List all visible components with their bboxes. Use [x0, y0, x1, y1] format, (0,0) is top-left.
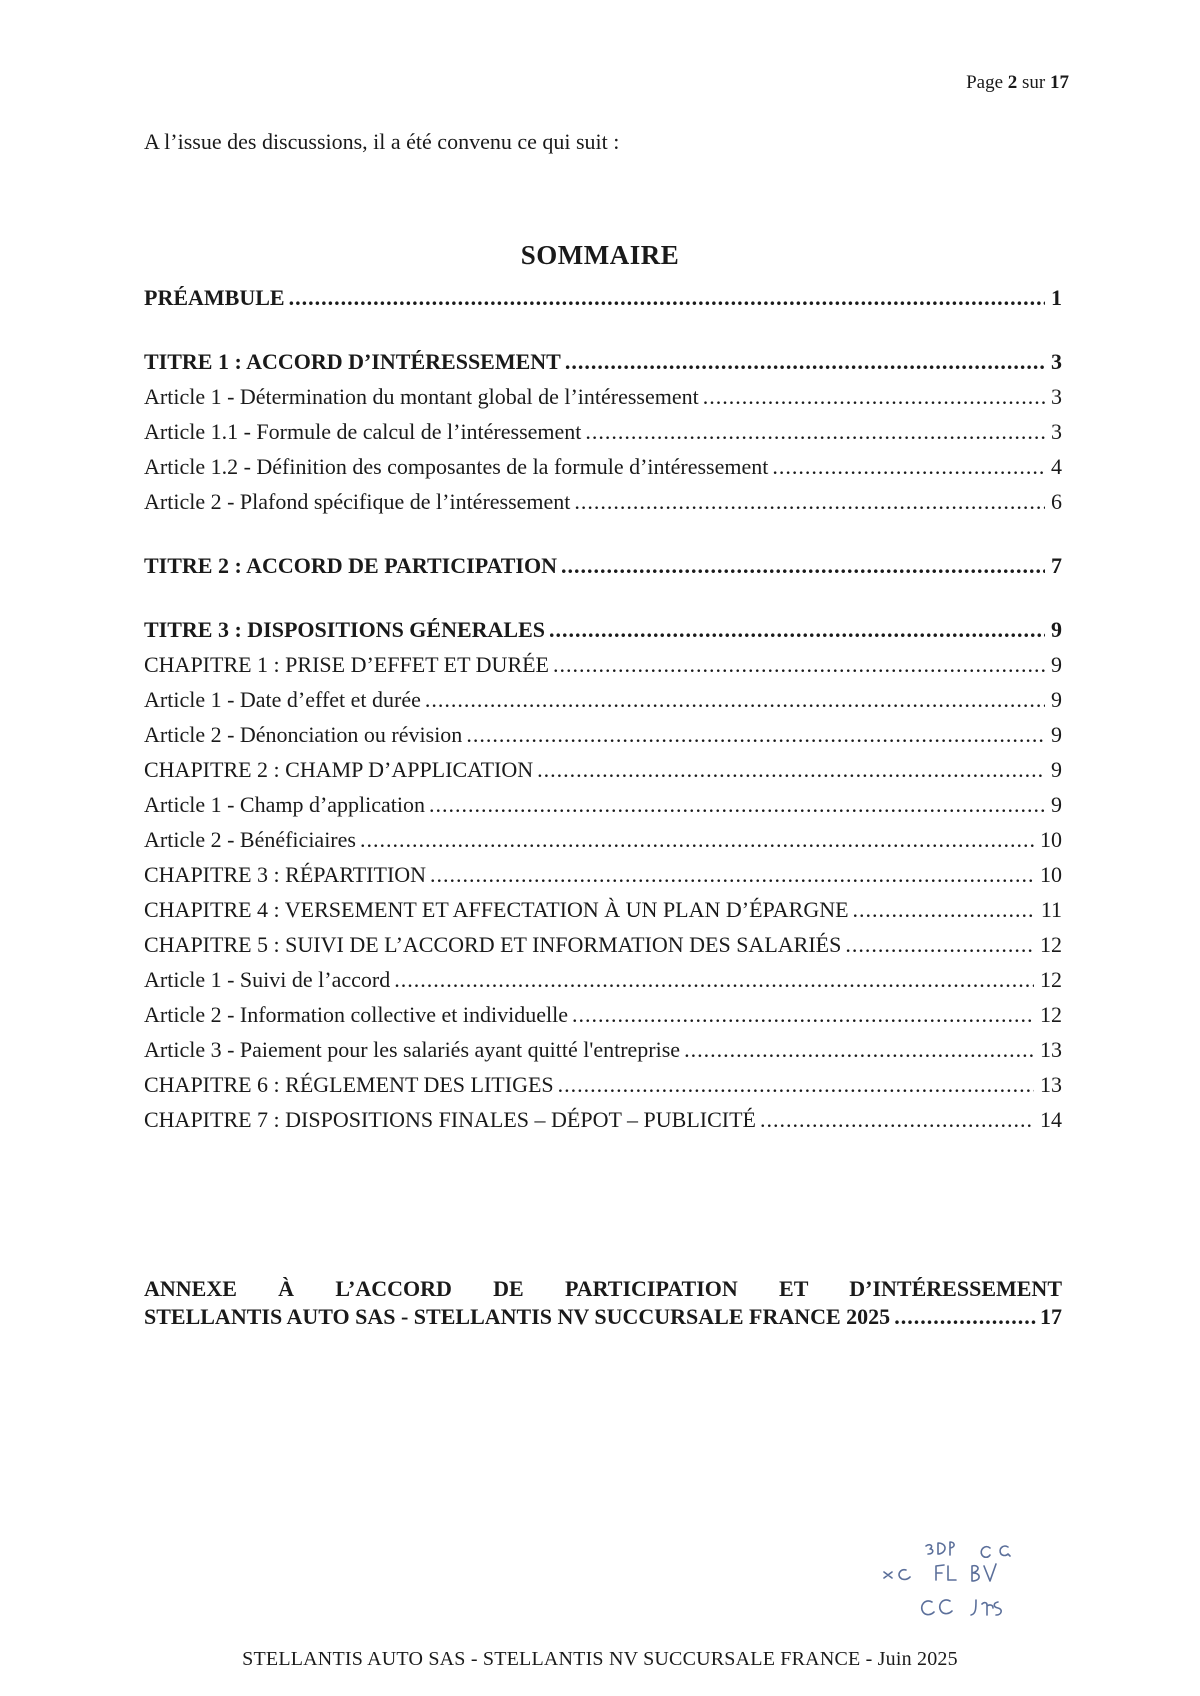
toc-entry	[144, 792, 1062, 822]
toc-entry-label: Article 1 - Date d’effet et durée	[144, 687, 421, 712]
toc-entry-page: 12	[1040, 967, 1062, 992]
toc-entry-page: 3	[1051, 349, 1062, 374]
toc-entry-label: TITRE 2 : ACCORD DE PARTICIPATION	[144, 553, 557, 578]
toc-entry-label: Article 1 - Suivi de l’accord	[144, 967, 391, 992]
toc-entry-page: 13	[1040, 1072, 1062, 1097]
dot-leader	[760, 1107, 1034, 1133]
toc-entry	[144, 419, 1062, 449]
toc-entry-label: Article 1 - Détermination du montant global de l’intéressement	[144, 384, 699, 409]
handwritten-initials	[880, 1530, 1040, 1640]
toc-entry-label: Article 1.2 - Définition des composantes de la formule d’intéressement	[144, 454, 769, 479]
dot-leader	[429, 792, 1045, 818]
page-footer: STELLANTIS AUTO SAS - STELLANTIS NV SUCCURSALE FRANCE - Juin 2025	[242, 1648, 958, 1670]
toc-entry-page: 4	[1051, 454, 1062, 479]
toc-entry-page: 10	[1040, 827, 1062, 852]
toc-entry-page: 3	[1051, 384, 1062, 409]
toc-entry	[144, 1107, 1062, 1137]
dot-leader	[561, 553, 1045, 579]
toc-entry	[144, 285, 1062, 315]
dot-leader	[466, 722, 1045, 748]
toc-entry-label: CHAPITRE 4 : VERSEMENT ET AFFECTATION À UN PLAN D’ÉPARGNE	[144, 897, 849, 922]
dot-leader	[430, 862, 1034, 888]
toc-entry	[144, 862, 1062, 892]
toc-entry	[144, 617, 1062, 647]
annex-title-line-2	[144, 1303, 1062, 1331]
toc-entry-label: Article 2 - Plafond spécifique de l’intéressement	[144, 489, 571, 514]
dot-leader	[853, 897, 1035, 923]
toc-entry-label: Article 2 - Information collective et individuelle	[144, 1002, 568, 1027]
toc-entry-page: 9	[1051, 757, 1062, 782]
toc-entry-page: 11	[1040, 897, 1062, 922]
annex-page: 17	[1040, 1304, 1062, 1329]
dot-leader	[565, 349, 1045, 375]
toc-entry-page: 13	[1040, 1037, 1062, 1062]
dot-leader	[289, 285, 1045, 311]
toc-entry	[144, 349, 1062, 379]
toc-entry-page: 7	[1051, 553, 1062, 578]
toc-entry	[144, 1037, 1062, 1067]
toc-entry	[144, 1072, 1062, 1102]
toc-entry	[144, 384, 1062, 414]
toc-entry-page: 14	[1040, 1107, 1062, 1132]
toc-entry-label: CHAPITRE 3 : RÉPARTITION	[144, 862, 427, 887]
toc-entry-page: 9	[1051, 792, 1062, 817]
toc-entry-page: 12	[1040, 1002, 1062, 1027]
dot-leader	[772, 454, 1045, 480]
toc-entry	[144, 967, 1062, 997]
toc-entry-annex	[144, 1275, 1062, 1331]
dot-leader	[394, 967, 1034, 993]
toc-entry-label: CHAPITRE 5 : SUIVI DE L’ACCORD ET INFORMATION DES SALARIÉS	[144, 932, 842, 957]
toc-entry-page: 12	[1040, 932, 1062, 957]
toc-entry-label: Article 1.1 - Formule de calcul de l’intéressement	[144, 419, 582, 444]
toc-entry-label: CHAPITRE 1 : PRISE D’EFFET ET DURÉE	[144, 652, 549, 677]
toc-entry-label: CHAPITRE 7 : DISPOSITIONS FINALES – DÉPOT – PUBLICITÉ	[144, 1107, 756, 1132]
dot-leader	[703, 384, 1045, 410]
dot-leader	[360, 827, 1034, 853]
toc-entry-label: Article 2 - Bénéficiaires	[144, 827, 356, 852]
toc-entry-label: CHAPITRE 2 : CHAMP D’APPLICATION	[144, 757, 534, 782]
dot-leader	[553, 652, 1045, 678]
toc-entry-page: 6	[1051, 489, 1062, 514]
toc-entry	[144, 454, 1062, 484]
toc-entry-page: 1	[1051, 285, 1062, 310]
toc-entry-page: 9	[1051, 617, 1062, 642]
toc-entry	[144, 1002, 1062, 1032]
toc-entry	[144, 897, 1062, 927]
toc-entry	[144, 553, 1062, 583]
dot-leader	[845, 932, 1034, 958]
dot-leader	[425, 687, 1045, 713]
dot-leader	[537, 757, 1045, 783]
toc-entry-page: 9	[1051, 722, 1062, 747]
toc-entry	[144, 757, 1062, 787]
toc-entry	[144, 489, 1062, 519]
toc-entry	[144, 827, 1062, 857]
toc-entry-label: TITRE 3 : DISPOSITIONS GÉNERALES	[144, 617, 546, 642]
toc-entry-label: Article 1 - Champ d’application	[144, 792, 426, 817]
toc-entry-label: PRÉAMBULE	[144, 285, 285, 310]
toc-entry	[144, 932, 1062, 962]
dot-leader	[684, 1037, 1034, 1063]
toc-entry-label: Article 3 - Paiement pour les salariés ayant quitté l'entreprise	[144, 1037, 681, 1062]
annex-title-line-2-label: STELLANTIS AUTO SAS - STELLANTIS NV SUCCURSALE FRANCE 2025	[144, 1304, 891, 1329]
annex-title-line-1: ANNEXE À L’ACCORD DE PARTICIPATION ET D’INTÉRESSEMENT	[144, 1276, 1062, 1301]
toc-entry-page: 9	[1051, 652, 1062, 677]
toc-entry	[144, 722, 1062, 752]
dot-leader	[572, 1002, 1034, 1028]
toc-entry-label: TITRE 1 : ACCORD D’INTÉRESSEMENT	[144, 349, 561, 374]
toc-entry	[144, 687, 1062, 717]
page-title: SOMMAIRE	[520, 240, 680, 270]
toc-entry	[144, 652, 1062, 682]
intro-text: A l’issue des discussions, il a été convenu ce qui suit :	[144, 129, 620, 154]
dot-leader	[894, 1303, 1036, 1331]
toc-entry-page: 3	[1051, 419, 1062, 444]
page-number: Page 2 sur 17	[966, 72, 1069, 93]
toc-entry-label: CHAPITRE 6 : RÉGLEMENT DES LITIGES	[144, 1072, 554, 1097]
dot-leader	[585, 419, 1045, 445]
toc-entry-page: 9	[1051, 687, 1062, 712]
dot-leader	[574, 489, 1045, 515]
dot-leader	[549, 617, 1045, 643]
dot-leader	[558, 1072, 1034, 1098]
toc-entry-label: Article 2 - Dénonciation ou révision	[144, 722, 463, 747]
toc-entry-page: 10	[1040, 862, 1062, 887]
